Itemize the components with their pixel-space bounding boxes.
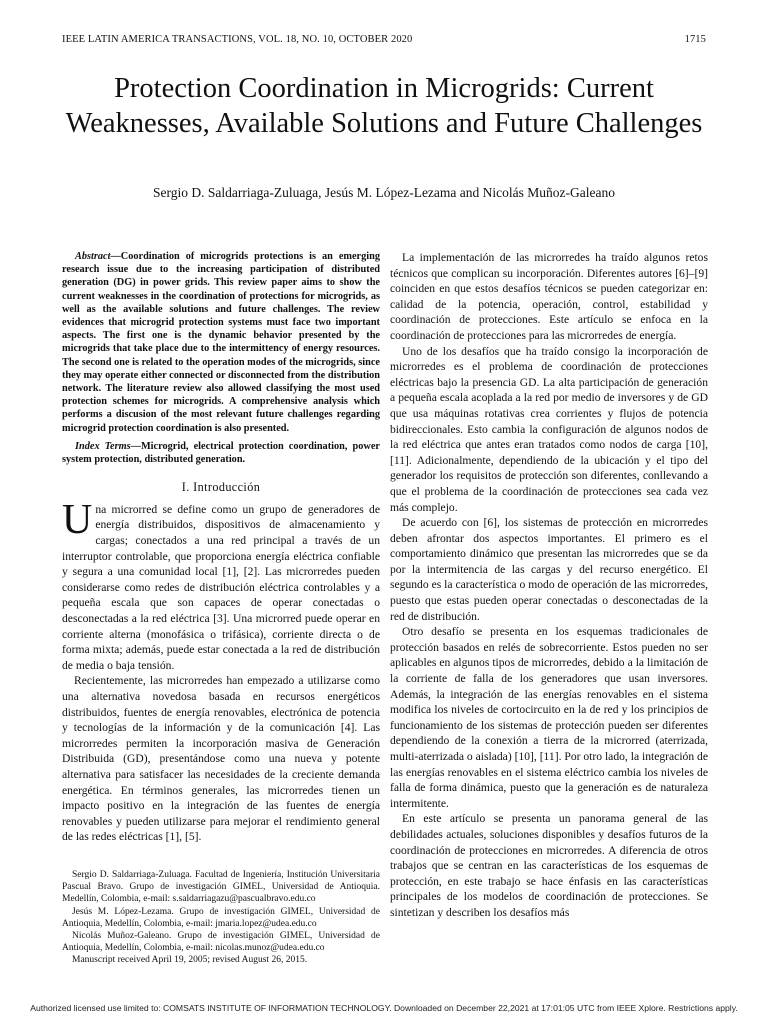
right-paragraph-3: De acuerdo con [6], los sistemas de protección en microrredes deben afrontar dos aspectos importantes. El primero es el comportamiento dinámico que presentan las microrredes que se da por la intermitencia de las cargas y del recurso energético. El segundo es la característica o modo de operación de las microrredes, puesto que estas pueden operar conectadas o desconectadas de la red de distribución. [390, 516, 708, 623]
abstract-label: Abstract [75, 251, 111, 262]
intro-paragraph-2: Recientemente, las microrredes han empezado a utilizarse como una alternativa novedosa basada en recursos energéticos distribuidos, fuentes de energía renovables, electrónica de potencia y tecnologías de la información y de la comunicación [4]. Las microrredes permiten la incorporación masiva de Generación Distribuida (GD), presentándose como una nueva y potente alternativa para satisfacer las necesidades de la creciente demanda energética. En términos generales, las microrredes tienen un impacto positivo en la integración de las fuentes de energía renovables y pueden utilizarse para mejorar el rendimiento general de las redes eléctricas [1], [5]. [62, 674, 380, 844]
intro-paragraph-1 [62, 496, 380, 674]
right-paragraph-5: En este artículo se presenta un panorama general de las debilidades actuales, soluciones disponibles y desafíos futuros de la coordinación de protecciones en microrredes. A diferencia de otros trabajos que se centran en las características de los esquemas de protección, en este trabajo se hace énfasis en las características principales de los modelos de coordinación de protecciones. Se sintetizan y describen los desafíos más [390, 812, 708, 919]
right-paragraph-4: Otro desafío se presenta en los esquemas tradicionales de protección basados en relés de sobrecorriente. Estos pueden no ser aplicables en algunos tipos de microrredes, debido a la limitación de la corriente de falla de los generadores que usan inversores. Además, la integración de las energías renovables en el sistema modifica los niveles de cortocircuito en la de red y los principios de funcionamiento de los sistemas de protección pueden ser diferentes dependiendo de la conexión a tierra de la microrred (aterrizada, multi-aterrizada o aislada) [10], [11]. Por otro lado, la integración de las energías renovables en el sistema eléctrico cambia los niveles de falla de forma dinámica, puesto que la generación es de naturaleza intermitente. [390, 625, 708, 810]
footnote-author-2: Jesús M. López-Lezama. Grupo de investigación GIMEL, Universidad de Antioquia, Medellín, Colombia, e-mail: jmaria.lopez@udea.edu.co [62, 906, 380, 929]
footnote-manuscript: Manuscript received April 19, 2005; revised August 26, 2015. [72, 955, 308, 966]
abstract [62, 250, 380, 435]
abstract-text: —Coordination of microgrids protections is an emerging research issue due to the increasing participation of distributed generation (DG) in power grids. This review paper aims to show the current weaknesses in the coordination of protections for microgrids, as well as the available solutions and future challenges. The review evidences that microgrid protection systems must face two important aspects. The first one is the dynamic behavior presented by the microgrids that take place due to the intermittency of energy resources. The second one is related to the operation modes of the microgrids, since they may operate either connected or disconnected from the distribution network. The literature review also allowed classifying the most used protection schemes for microgrids. A comprehensive analysis which performs a discusion of the most relevant future challenges regarding microgrid protection coordination is also presented. [62, 251, 380, 434]
footnote-author-3: Nicolás Muñoz-Galeano. Grupo de investigación GIMEL, Universidad de Antioquia, Medellín, Colombia, e-mail: nicolas.munoz@udea.edu.co [62, 931, 380, 954]
running-head [62, 34, 706, 45]
footnote-author-1: Sergio D. Saldarriaga-Zuluaga. Facultad de Ingeniería, Institución Universitaria Pascual Bravo. Grupo de investigación GIMEL, Universidad de Antioquia. Medellín, Colombia, e-mail: s.saldarriagazu@pascualbravo.edu.co [62, 870, 380, 905]
section-heading-introduccion: I. Introducción [181, 480, 261, 495]
paper-title: Protection Coordination in Microgrids: Current Weaknesses, Available Solutions and Future Challenges [65, 73, 703, 139]
page-number: 1715 [684, 34, 706, 45]
left-column [62, 250, 380, 845]
right-paragraph-2: Uno de los desafíos que ha traído consigo la incorporación de microrredes es el problema de coordinación de protecciones eléctricas bajo la presencia GD. La alta participación de generación a pequeña escala acoplada a la red por medio de inversores y de GD que usa máquinas rotativas crea corrientes y flujos de potencia bidireccionales. Esto cambia la configuración de algunos nodos de la red eléctrica que antes eran tratados como nodos de carga [10], [11]. Adicionalmente, dependiendo de la ubicación y el tipo del generador los requisitos de protección son diferentes, conllevando a que el problema de la coordinación de protecciones sea cada vez más complejo. [390, 344, 708, 514]
journal-name: IEEE LATIN AMERICA TRANSACTIONS, VOL. 18, NO. 10, OCTOBER 2020 [62, 34, 413, 45]
intro-paragraph-1-text: na microrred se define como un grupo de generadores de energía distribuidos, dispositivos de almacenamiento y cargas; conectados a una red principal a través de un interruptor controlable, que proporciona energía eléctrica confiable y segura a una comunidad local [1], [2]. Las microrredes pueden considerarse como redes de distribución eléctrica controlables y a pequeña escala que son capaces de operar conectadas o desconectadas a la red eléctrica [3]. Una microrred puede operar en corriente alterna (monofásica o trifásica), corriente directa o de forma mixta; además, puede estar conectada a la red de distribución de media o baja tensión. [62, 502, 380, 672]
right-column [390, 250, 708, 921]
author-footnotes [62, 868, 380, 967]
author-list: Sergio D. Saldarriaga-Zuluaga, Jesús M. López-Lezama and Nicolás Muñoz-Galeano [153, 185, 615, 200]
license-notice: Authorized licensed use limited to: COMSATS INSTITUTE OF INFORMATION TECHNOLOGY. Downloaded on December 22,2021 at 17:01:05 UTC from IEEE Xplore. Restrictions apply. [30, 1003, 738, 1013]
index-terms [62, 440, 380, 466]
right-paragraph-1: La implementación de las microrredes ha traído algunos retos técnicos que complican su incorporación. Diferentes autores [6]–[9] coinciden en que estos desafíos técnicos se pueden categorizar en: calidad de la potencia, operación, control, estabilidad y coordinación de protecciones. Este artículo se enfoca en la coordinación de protecciones para las microrredes de energía. [390, 251, 708, 342]
drop-cap: U [62, 496, 93, 543]
index-terms-label: Index Terms [75, 440, 131, 452]
index-terms-text: —Microgrid, electrical protection coordination, power system protection, distributed generation. [62, 440, 380, 466]
